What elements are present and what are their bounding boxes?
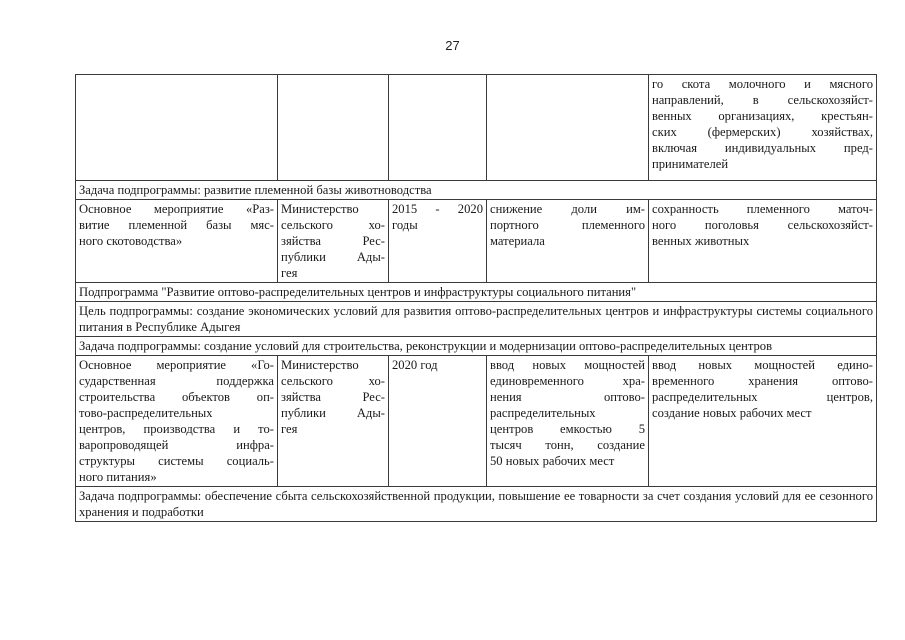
task-row: Задача подпрограммы: обеспечение сбыта сельскохозяйственной продукции, повышение ее товарности за счет создания условий для ее сезонного хранения и подработки	[76, 487, 877, 522]
cell-line: портного племенного	[490, 218, 645, 232]
cell-line: го скота молочного и мясного	[652, 77, 873, 91]
table-row	[76, 75, 877, 181]
effect-cell	[649, 200, 877, 283]
cell-line: тово-распределительных	[79, 406, 213, 420]
cell-line: временного хранения оптово-	[652, 374, 873, 388]
cell-line: снижение доли им-	[490, 202, 645, 216]
goal-row: Цель подпрограммы: создание экономических условий для развития оптово-распределительных центров и инфраструктуры системы социального питания в Республике Адыгея	[76, 302, 877, 337]
cell-line: зяйства Рес-	[281, 234, 385, 248]
cell-line: Основное мероприятие «Раз-	[79, 202, 274, 216]
executor-cell	[278, 356, 389, 487]
cell-line: сохранность племенного маточ-	[652, 202, 873, 216]
cell-line: сельского хо-	[281, 218, 385, 232]
cell-line: ного питания»	[79, 470, 157, 484]
cell-line: гея	[281, 422, 298, 436]
period-cell	[389, 200, 487, 283]
cell-line: ного скотоводства»	[79, 234, 183, 248]
cell-line: венных животных	[652, 234, 750, 248]
cell-line: тысяч тонн, создание	[490, 438, 645, 452]
table-row	[76, 181, 877, 200]
cell-line: публики Ады-	[281, 406, 385, 420]
table-row	[76, 302, 877, 337]
cell-line: зяйства Рес-	[281, 390, 385, 404]
cell-line: 2015 - 2020	[392, 202, 483, 216]
table-cell	[487, 75, 649, 181]
task-row: Задача подпрограммы: создание условий для строительства, реконструкции и модернизации оптово-распределительных центров	[76, 337, 877, 356]
cell-line: варопроводящей инфра-	[79, 438, 274, 452]
subprogram-row: Подпрограмма "Развитие оптово-распределительных центров и инфраструктуры социального питания"	[76, 283, 877, 302]
cell-line: публики Ады-	[281, 250, 385, 264]
cell-line: Основное мероприятие «Го-	[79, 358, 274, 372]
task-row: Задача подпрограммы: развитие племенной базы животноводства	[76, 181, 877, 200]
cell-line: распределительных центров,	[652, 390, 873, 404]
table-row	[76, 487, 877, 522]
cell-line: сударственная поддержка	[79, 374, 274, 388]
cell-line: Министерство	[281, 202, 359, 216]
cell-line: направлений, в сельскохозяйст-	[652, 93, 873, 107]
table-cell	[278, 75, 389, 181]
cell-line: ввод новых мощностей	[490, 358, 645, 372]
cell-line: гея	[281, 266, 298, 280]
activity-cell	[76, 356, 278, 487]
cell-line: ного поголовья сельскохозяйст-	[652, 218, 873, 232]
executor-cell	[278, 200, 389, 283]
table-cell	[649, 75, 877, 181]
cell-line: годы	[392, 218, 418, 232]
cell-line: 2020 год	[392, 358, 438, 372]
cell-line: центров, производства и то-	[79, 422, 274, 436]
cell-line: сельского хо-	[281, 374, 385, 388]
cell-line: центров емкостью 5	[490, 422, 645, 436]
cell-line: нения оптово-	[490, 390, 645, 404]
table-row	[76, 337, 877, 356]
table-row	[76, 356, 877, 487]
cell-line: единовременного хра-	[490, 374, 645, 388]
cell-line: включая индивидуальных пред-	[652, 141, 873, 155]
result-cell	[487, 200, 649, 283]
cell-line: строительства объектов оп-	[79, 390, 274, 404]
period-cell	[389, 356, 487, 487]
cell-line: материала	[490, 234, 545, 248]
cell-line: венных организациях, крестьян-	[652, 109, 873, 123]
table-row	[76, 200, 877, 283]
result-cell	[487, 356, 649, 487]
table-cell	[389, 75, 487, 181]
table-cell	[76, 75, 278, 181]
cell-line: Министерство	[281, 358, 359, 372]
cell-line: 50 новых рабочих мест	[490, 454, 615, 468]
table-row	[76, 283, 877, 302]
cell-line: распределительных	[490, 406, 596, 420]
page-number: 27	[445, 38, 460, 53]
program-table	[75, 74, 877, 522]
effect-cell	[649, 356, 877, 487]
cell-line: принимателей	[652, 157, 729, 171]
cell-line: витие племенной базы мяс-	[79, 218, 274, 232]
cell-line: структуры системы социаль-	[79, 454, 274, 468]
cell-line: ских (фермерских) хозяйствах,	[652, 125, 873, 139]
cell-line: ввод новых мощностей едино-	[652, 358, 873, 372]
cell-line: создание новых рабочих мест	[652, 406, 812, 420]
activity-cell	[76, 200, 278, 283]
